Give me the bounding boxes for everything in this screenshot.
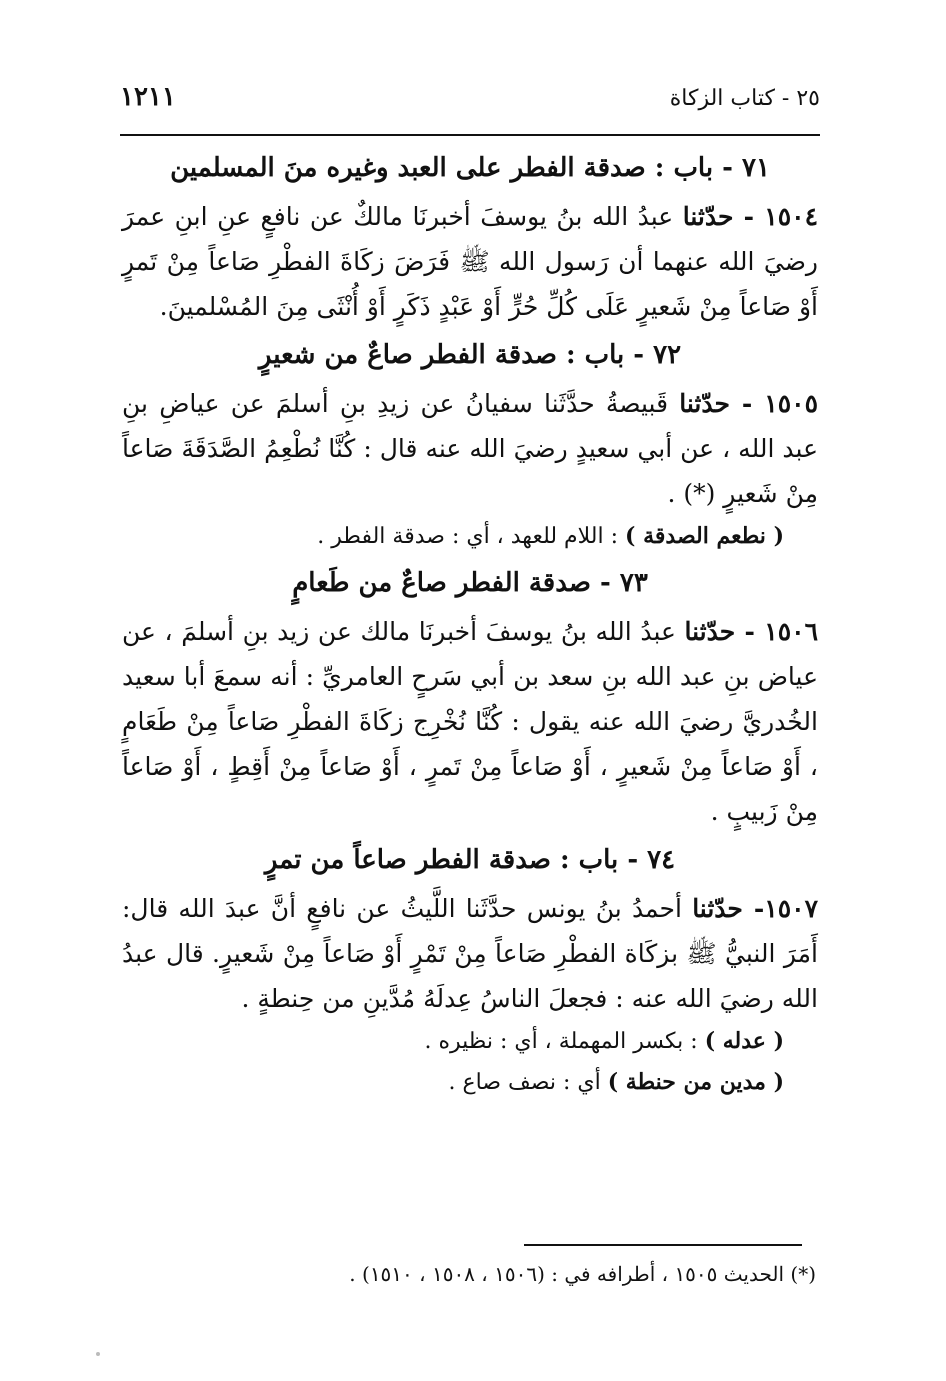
hadith-number: ١٥٠٤ - حدّثنا <box>682 202 818 231</box>
note-text: : بكسر المهملة ، أي : نظيره . <box>424 1029 705 1054</box>
hadith-paragraph <box>122 609 818 834</box>
chapter-heading: ٧٣ - صدقة الفطر صاعٌ من طَعامٍ <box>292 568 648 598</box>
hadith-text: عبدُ الله بنُ يوسفَ أخبرنَا مالك عن زيد بنِ أسلمَ ، عن عياض بنِ عبد الله بنِ سعد بن أبي سَرحٍ العامريِّ : أنه سمعَ أبا سعيد الخُدريَّ رضيَ الله عنه يقول : كُنَّا نُخْرِج زكَاةَ الفطْرِ صَاعاً مِنْ طَعَامٍ ، أَوْ صَاعاً مِنْ شَعيرٍ ، أَوْ صَاعاً مِنْ تَمرٍ ، أَوْ صَاعاً مِنْ أَقِطٍ ، أَوْ صَاعاً مِنْ زَبيبٍ . <box>122 617 818 826</box>
hadith-number: ١٥٠٧- حدّثنا <box>692 894 818 923</box>
chapter-heading: ٧٤ - باب : صدقة الفطر صاعاً من تمرٍ <box>264 845 676 875</box>
margin-mark <box>96 1352 100 1356</box>
hadith-number: ١٥٠٥ - حدّثنا <box>679 389 818 418</box>
running-title: ٢٥ - كتاب الزكاة <box>669 86 820 111</box>
explanatory-note <box>122 516 818 557</box>
note-term: ( عدله ) <box>704 1028 784 1054</box>
page-number: ١٢١١ <box>120 82 176 112</box>
note-term: ( نطعم الصدقة ) <box>625 523 784 549</box>
page-header <box>120 78 820 136</box>
hadith-number: ١٥٠٦ - حدّثنا <box>684 617 818 646</box>
note-text: : اللام للعهد ، أي : صدقة الفطر . <box>317 524 626 549</box>
page-body <box>122 142 818 1103</box>
hadith-paragraph <box>122 194 818 329</box>
explanatory-note <box>122 1021 818 1062</box>
hadith-paragraph <box>122 381 818 516</box>
footnote: (*) الحديث ١٥٠٥ ، أطرافه في : (١٥٠٦ ، ١٥٠٨ ، ١٥١٠) . <box>349 1262 816 1286</box>
hadith-text: عبدُ الله بنُ يوسفَ أخبرنَا مالكٌ عن نافعٍ عنِ ابنِ عمرَ رضيَ الله عنهما أن رَسول الله ﷺ فَرَضَ زكَاةَ الفطْرِ صَاعاً مِنْ تَمرٍ أَوْ صَاعاً مِنْ شَعيرٍ عَلَى كُلِّ حُرٍّ أَوْ عَبْدٍ ذَكَرٍ أَوْ أُنْثَى مِنَ المُسْلمينَ. <box>122 202 818 321</box>
note-text: أي : نصف صاع . <box>448 1070 608 1095</box>
footnote-divider <box>524 1244 802 1246</box>
hadith-text: قَبيصةُ حدَّثَنا سفيانُ عن زيدِ بنِ أسلمَ عن عياضِ بنِ عبد الله ، عن أبي سعيدٍ رضيَ الله عنه قال : كُنَّا نُطْعِمُ الصَّدَقَةَ صَاعاً مِنْ شَعيرٍ (*) . <box>122 389 818 508</box>
hadith-text: أحمدُ بنُ يونس حدَّثَنا اللَّيثُ عن نافعٍ أنَّ عبدَ الله قال: أَمَرَ النبيُّ ﷺ بزكَاة الفطْرِ صَاعاً مِنْ تَمْرٍ أَوْ صَاعاً مِنْ شَعيرٍ. قال عبدُ الله رضيَ الله عنه : فجعلَ الناسُ عِدلَهُ مُدَّينِ من حِنطةٍ . <box>122 894 818 1013</box>
note-term: ( مدين من حنطة ) <box>607 1069 784 1095</box>
chapter-heading: ٧٢ - باب : صدقة الفطر صاعٌ من شعيرٍ <box>258 340 682 370</box>
chapter-heading: ٧١ - باب : صدقة الفطر على العبد وغيره منَ المسلمين <box>170 153 770 183</box>
hadith-paragraph <box>122 886 818 1021</box>
explanatory-note <box>122 1062 818 1103</box>
